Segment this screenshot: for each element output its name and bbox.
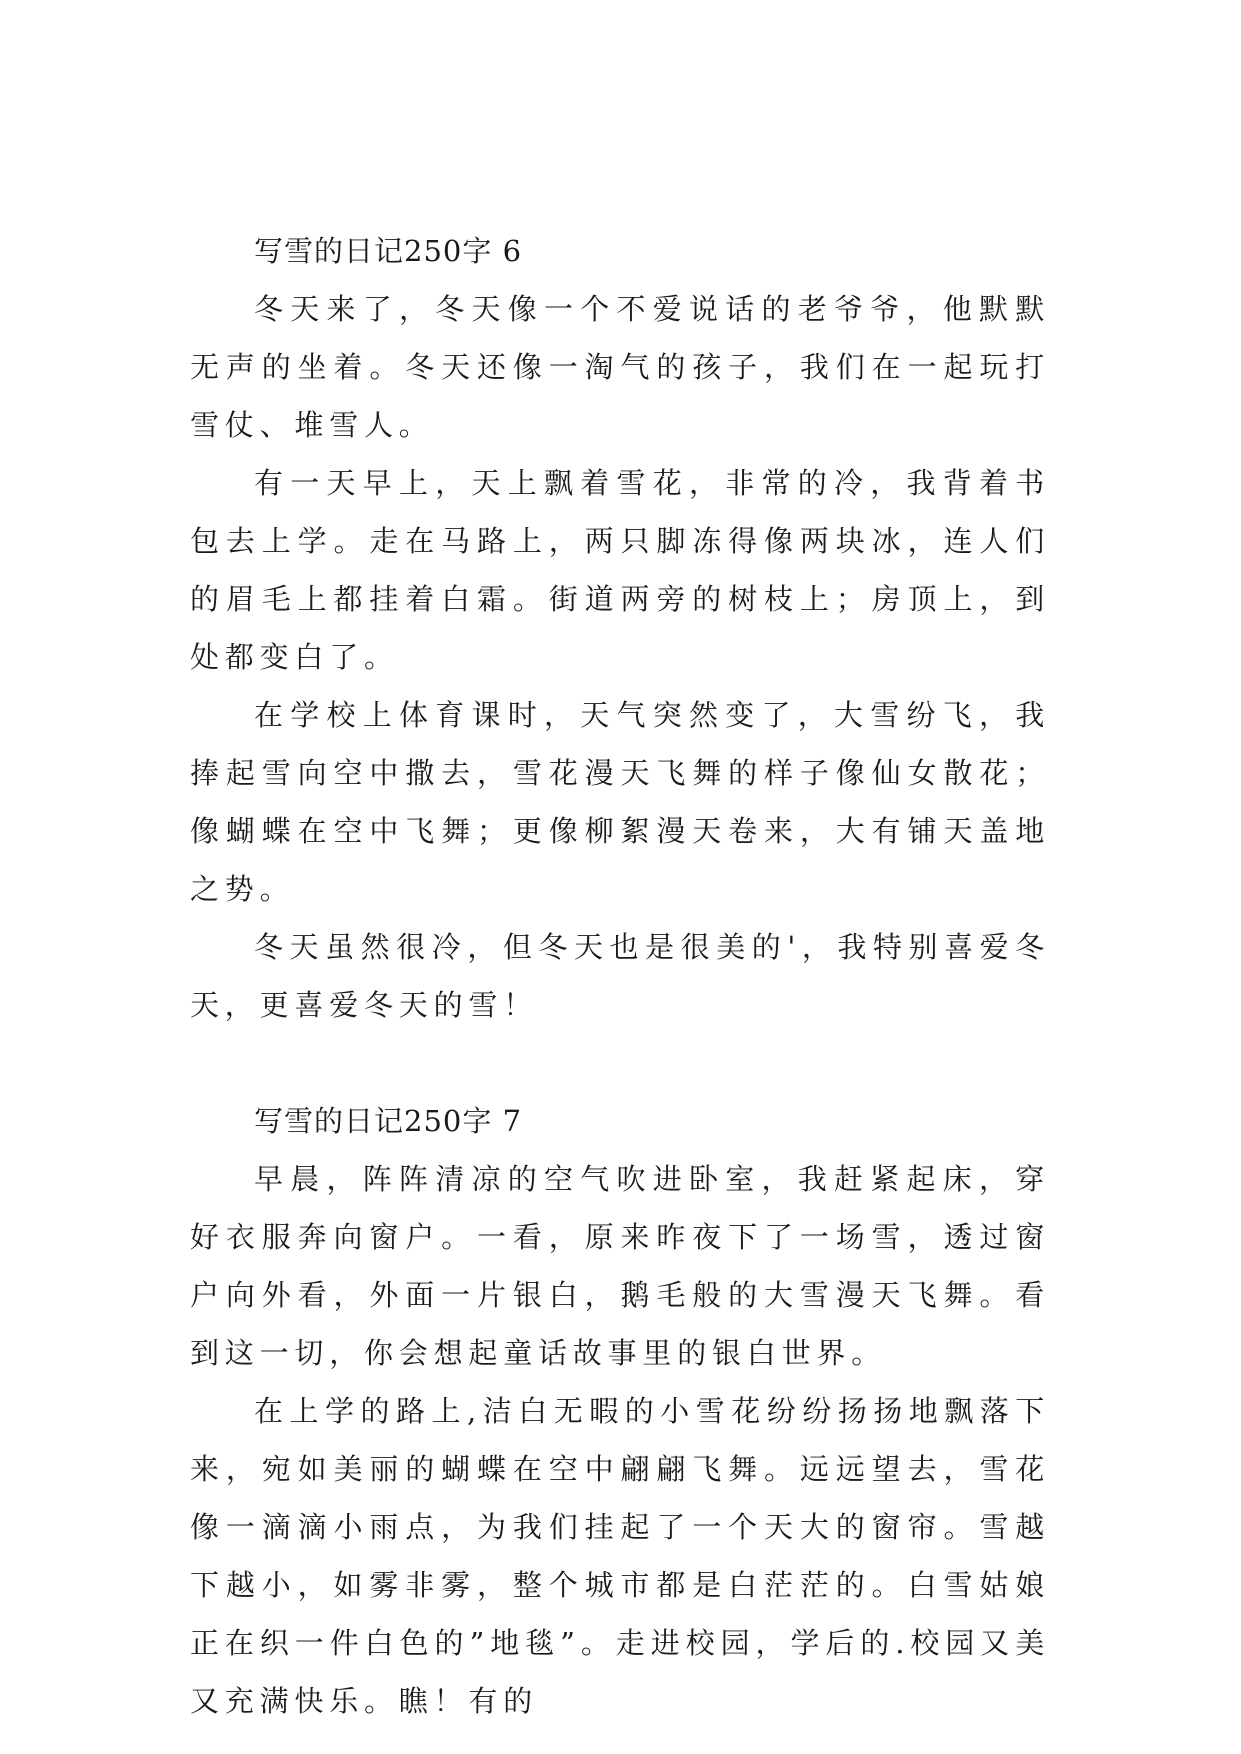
paragraph: 冬天虽然很冷，但冬天也是很美的'，我特别喜爱冬天，更喜爱冬天的雪！ [190,930,1050,1022]
paragraph: 在学校上体育课时，天气突然变了，大雪纷飞，我捧起雪向空中撒去，雪花漫天飞舞的样子像仙女散花；像蝴蝶在空中飞舞；更像柳絮漫天卷来，大有铺天盖地之势。 [190,698,1050,906]
paragraph: 有一天早上，天上飘着雪花，非常的冷，我背着书包去上学。走在马路上，两只脚冻得像两块冰，连人们的眉毛上都挂着白霜。街道两旁的树枝上；房顶上，到处都变白了。 [190,466,1050,674]
paragraph: 在上学的路上,洁白无暇的小雪花纷纷扬扬地飘落下来，宛如美丽的蝴蝶在空中翩翩飞舞。远远望去，雪花像一滴滴小雨点，为我们挂起了一个天大的窗帘。雪越下越小，如雾非雾，整个城市都是白茫茫的。白雪姑娘正在织一件白色的”地毯”。走进校园，学后的.校园又美又充满快乐。瞧！有的 [190,1394,1050,1718]
section-spacer [190,1034,1050,1092]
diary-section-6 [190,222,1050,1034]
paragraph: 早晨，阵阵清凉的空气吹进卧室，我赶紧起床，穿好衣服奔向窗户。一看，原来昨夜下了一场雪，透过窗户向外看，外面一片银白，鹅毛般的大雪漫天飞舞。看到这一切，你会想起童话故事里的银白世界。 [190,1162,1050,1370]
paragraph: 冬天来了，冬天像一个不爱说话的老爷爷，他默默无声的坐着。冬天还像一淘气的孩子，我们在一起玩打雪仗、堆雪人。 [190,292,1050,442]
document-page [190,222,1050,1730]
section-title: 写雪的日记250字 6 [254,234,523,268]
diary-section-7 [190,1092,1050,1730]
section-title: 写雪的日记250字 7 [254,1104,523,1138]
